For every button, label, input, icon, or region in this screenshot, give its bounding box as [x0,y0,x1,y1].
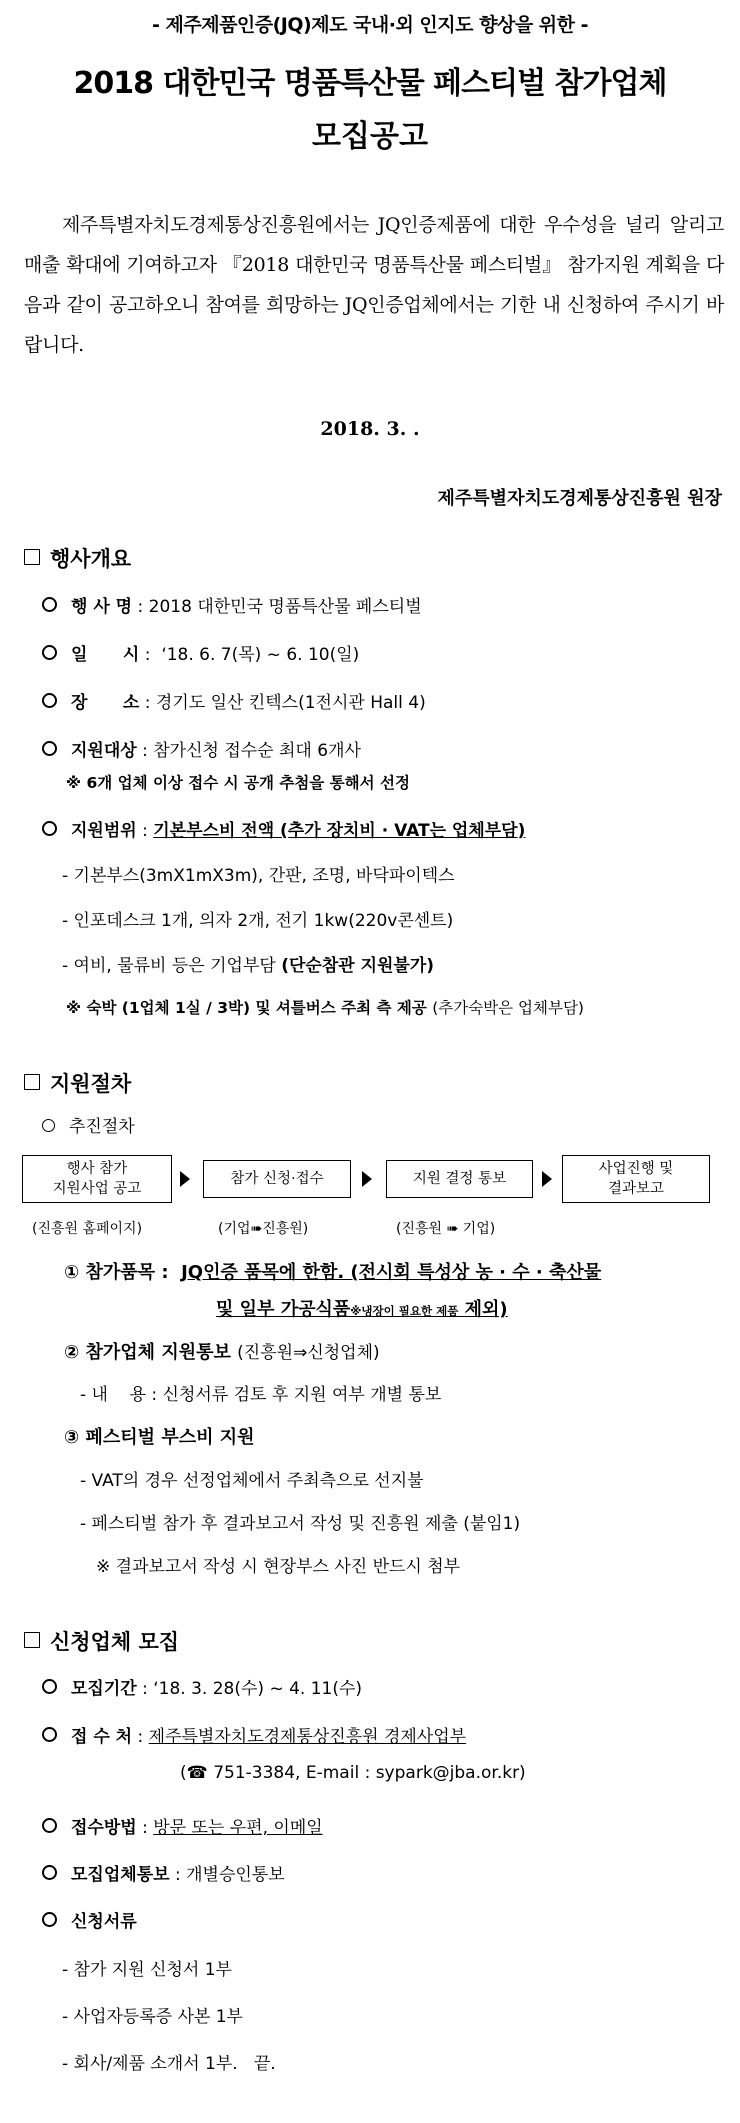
circle-bullet-icon [42,645,57,660]
circle-bullet-icon [42,741,57,756]
doc-item: - 사업자등록증 사본 1부 [62,2007,243,2027]
period-row: 모집기간 : ‘18. 3. 28(수) ~ 4. 11(수) [42,1674,362,1699]
intro-paragraph: 제주특별자치도경제통상진흥원에서는 JQ인증제품에 대한 우수성을 널리 알리고 매출 확대에 기여하고자 『2018 대한민국 명품특산물 페스티벌』 참가지원 계획을 다음과 같이 공고하오니 참여를 희망하는 JQ인증업체에서는 기한 내 신청하여 주시기 바랍니다. [24,214,724,356]
notify-item: - 내 용 : 신청서류 검토 후 지원 여부 개별 통보 [80,1385,442,1405]
circle-bullet-icon [42,597,57,612]
flow-step-3: 지원 결정 통보 [386,1160,533,1198]
flow-caption-3: (진흥원 ➠ 기업) [396,1221,496,1237]
docs-row: 신청서류 [42,1907,137,1932]
booth-support-row: ③ 페스티벌 부스비 지원 [64,1427,255,1448]
flow-step-2: 참가 신청·접수 [203,1160,351,1198]
circle-bullet-icon [42,1818,57,1833]
booth-item: - VAT의 경우 선정업체에서 주최측으로 선지불 [80,1471,424,1491]
circle-bullet-icon [42,1912,57,1927]
notify-row: ② 참가업체 지원통보 (진흥원⇒신청업체) [64,1342,380,1363]
section-procedure-heading: 지원절차 [24,1068,131,1098]
announcement-date: 2018. 3. . [320,418,420,440]
flow-step-1: 행사 참가 지원사업 공고 [22,1155,172,1203]
event-place-row: 장 소 : 경기도 일산 킨텍스(1전시관 Hall 4) [42,688,426,713]
section-box-icon [24,1074,40,1090]
arrow-right-icon [362,1171,372,1187]
scope-row: 지원범위 : 기본부스비 전액 (추가 장치비 · VAT는 업체부담) [42,816,525,841]
booth-item: - 페스티벌 참가 후 결과보고서 작성 및 진흥원 제출 (붙임1) [80,1514,521,1534]
scope-item: - 인포데스크 1개, 의자 2개, 전기 1kw(220v콘센트) [62,911,454,931]
issuer: 제주특별자치도경제통상진흥원 원장 [437,488,722,509]
participation-items-row-2: 및 일부 가공식품※냉장이 필요한 제품 제외) [216,1299,508,1320]
event-name-row: 행 사 명 : 2018 대한민국 명품특산물 페스티벌 [42,592,422,617]
notify-method-row: 모집업체통보 : 개별승인통보 [42,1860,285,1885]
section-box-icon [24,1632,40,1648]
section-recruit-heading: 신청업체 모집 [24,1626,179,1656]
circle-bullet-icon [42,821,57,836]
event-date-row: 일 시 : ‘18. 6. 7(목) ~ 6. 10(일) [42,640,359,665]
lodging-note: ※ 숙박 (1업체 1실 / 3박) 및 셔틀버스 주최 측 제공 (추가숙박은 업체부담) [66,999,584,1017]
procedure-subheading: 추진절차 [42,1112,135,1137]
flow-step-4: 사업진행 및 결과보고 [562,1155,710,1203]
section-overview-heading: 행사개요 [24,543,131,573]
flow-caption-2: (기업➠진흥원) [218,1221,309,1237]
scope-item: - 기본부스(3mX1mX3m), 간판, 조명, 바닥파이텍스 [62,866,455,886]
page-title: 2018 대한민국 명품특산물 페스티벌 참가업체 [73,66,667,101]
circle-bullet-icon [42,1119,55,1132]
circle-bullet-icon [42,1865,57,1880]
circle-bullet-icon [42,1679,57,1694]
circle-bullet-icon [42,1727,57,1742]
circle-bullet-icon [42,693,57,708]
office-row: 접 수 처 : 제주특별자치도경제통상진흥원 경제사업부 [42,1722,466,1747]
target-row: 지원대상 : 참가신청 접수순 최대 6개사 [42,736,361,761]
scope-item: - 여비, 물류비 등은 기업부담 (단순참관 지원불가) [62,956,435,976]
section-box-icon [24,549,40,565]
participation-items-row: ① 참가품목 : JQ인증 품목에 한함. (전시회 특성상 농 · 수 · 축산물 [64,1262,602,1283]
arrow-right-icon [542,1171,552,1187]
booth-note: ※ 결과보고서 작성 시 현장부스 사진 반드시 첨부 [96,1557,461,1577]
method-row: 접수방법 : 방문 또는 우편, 이메일 [42,1813,323,1838]
arrow-right-icon [180,1171,190,1187]
doc-item: - 회사/제품 소개서 1부. 끝. [62,2054,276,2074]
subtitle: - 제주제품인증(JQ)제도 국내·외 인지도 향상을 위한 - [152,14,588,36]
target-note: ※ 6개 업체 이상 접수 시 공개 추첨을 통해서 선정 [66,774,410,792]
doc-item: - 참가 지원 신청서 1부 [62,1960,232,1980]
contact-info: (☎ 751-3384, E-mail : sypark@jba.or.kr) [180,1763,526,1783]
page-title-line2: 모집공고 [312,119,428,154]
flow-caption-1: (진흥원 홈페이지) [32,1221,143,1237]
